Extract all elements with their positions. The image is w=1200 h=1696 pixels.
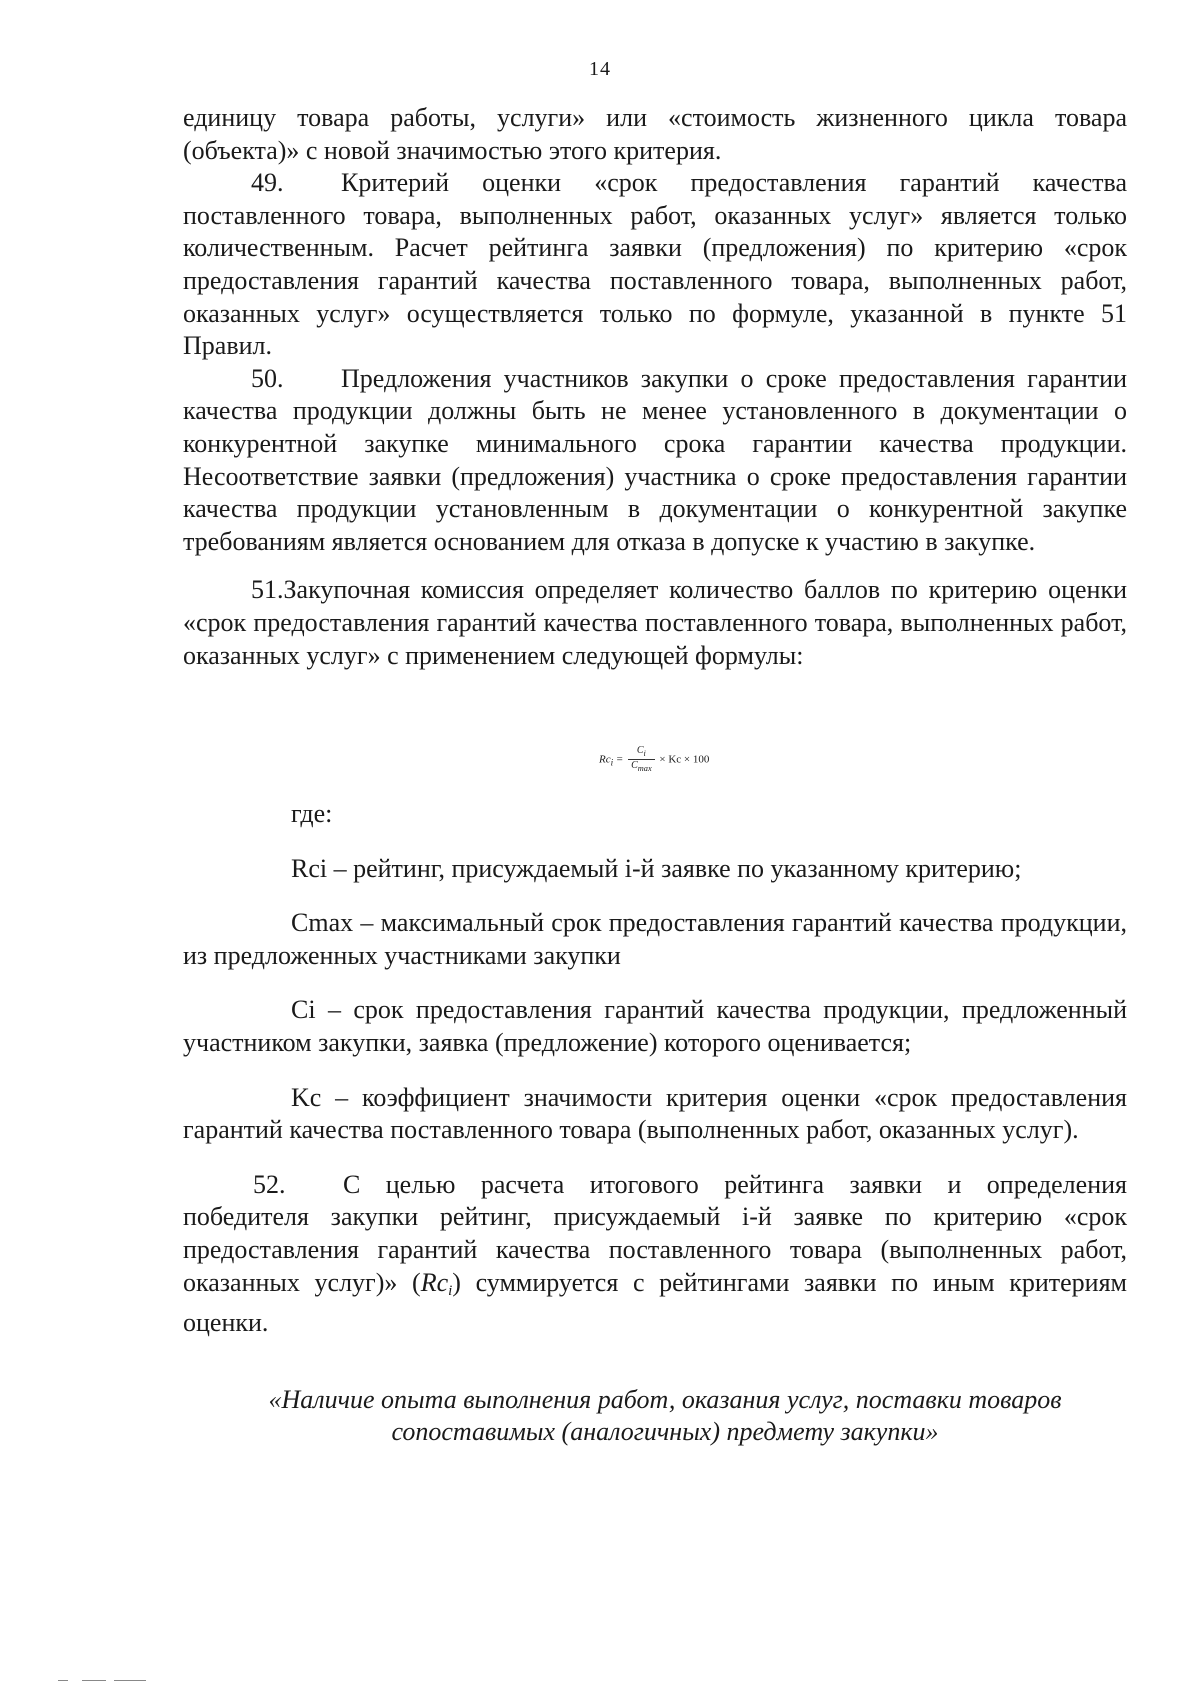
- formula-lhs-sub: i: [610, 757, 614, 768]
- paragraph-51: 51.Закупочная комиссия определяет количество баллов по критерию оценки «срок предоставления гарантий качества поставленного товара, выполненных работ, оказанных услуг» с применением следующей формулы:: [183, 575, 1127, 670]
- paragraph-50-text: Предложения участников закупки о сроке предоставления гарантии качества продукции должны быть не менее установленного в документации о конкурентной закупке минимального срока гарантии качества продукции. Несоответствие заявки (предложения) участника о сроке предоставления гарантии качества продукции установленным в документации о конкурентной закупке требованиям является основанием для отказа в допуске к участию в закупке.: [183, 363, 1127, 556]
- paragraph-49: [183, 167, 1127, 363]
- formula-fraction: [628, 746, 655, 774]
- formula-rest: × Kc × 100: [659, 753, 710, 766]
- section-heading: «Наличие опыта выполнения работ, оказания услуг, поставки товаров сопоставимых (аналогичных) предмету закупки»: [268, 1384, 1062, 1447]
- paragraph-49-number: 49.: [251, 168, 284, 198]
- page-number: 14: [589, 58, 611, 80]
- paragraph-50-number: 50.: [251, 363, 284, 393]
- definition-kc: Kc – коэффициент значимости критерия оценки «срок предоставления гарантий качества поставленного товара (выполненных работ, оказанных услуг).: [183, 1082, 1127, 1145]
- paragraph-52-rc: $Rc_i$: [420, 1267, 453, 1299]
- definition-cmax: Cmax – максимальный срок предоставления гарантий качества продукции, из предложенных участниками закупки: [183, 908, 1127, 970]
- paragraph-49-text: Критерий оценки «срок предоставления гарантий качества поставленного товара, выполненных работ, оказанных услуг» является только количественным. Расчет рейтинга заявки (предложения) по критерию «срок предоставления гарантий качества поставленного товара, выполненных работ, оказанных услуг» осуществляется только по формуле, указанной в пункте 51 Правил.: [183, 168, 1127, 361]
- where-label: где:: [291, 799, 333, 829]
- definition-rci: Rci – рейтинг, присуждаемый i-й заявке по указанному критерию;: [291, 853, 1022, 883]
- paragraph-continuation: единицу товара работы, услуги» или «стоимость жизненного цикла товара (объекта)» с новой значимостью этого критерия.: [183, 103, 1127, 165]
- paragraph-52: [183, 1169, 1127, 1340]
- definition-ci: Ci – срок предоставления гарантий качества продукции, предложенный участником закупки, заявка (предложение) которого оценивается;: [183, 995, 1127, 1058]
- formula-equals: =: [615, 753, 624, 766]
- paragraph-50: [183, 363, 1127, 559]
- paragraph-52-text-b: ) суммируется с рейтингами заявки по иным критериям оценки.: [183, 1267, 1127, 1338]
- formula-numerator: $C_i$: [628, 746, 655, 760]
- paragraph-52-text-a: С целью расчета итогового рейтинга заявки и определения победителя закупки рейтинг, присуждаемый i-й заявке по критерию «срок предоставления гарантий качества поставленного товара (выполненных работ, оказанных услуг)» (: [183, 1169, 1127, 1297]
- scan-artifact-marks: [58, 1680, 158, 1683]
- formula-denominator: $C_{max}$: [631, 760, 652, 774]
- rating-formula: [183, 738, 1127, 798]
- paragraph-52-number: 52.: [253, 1169, 286, 1199]
- formula-lhs: Rc: [599, 753, 611, 766]
- document-body: [183, 102, 1127, 1449]
